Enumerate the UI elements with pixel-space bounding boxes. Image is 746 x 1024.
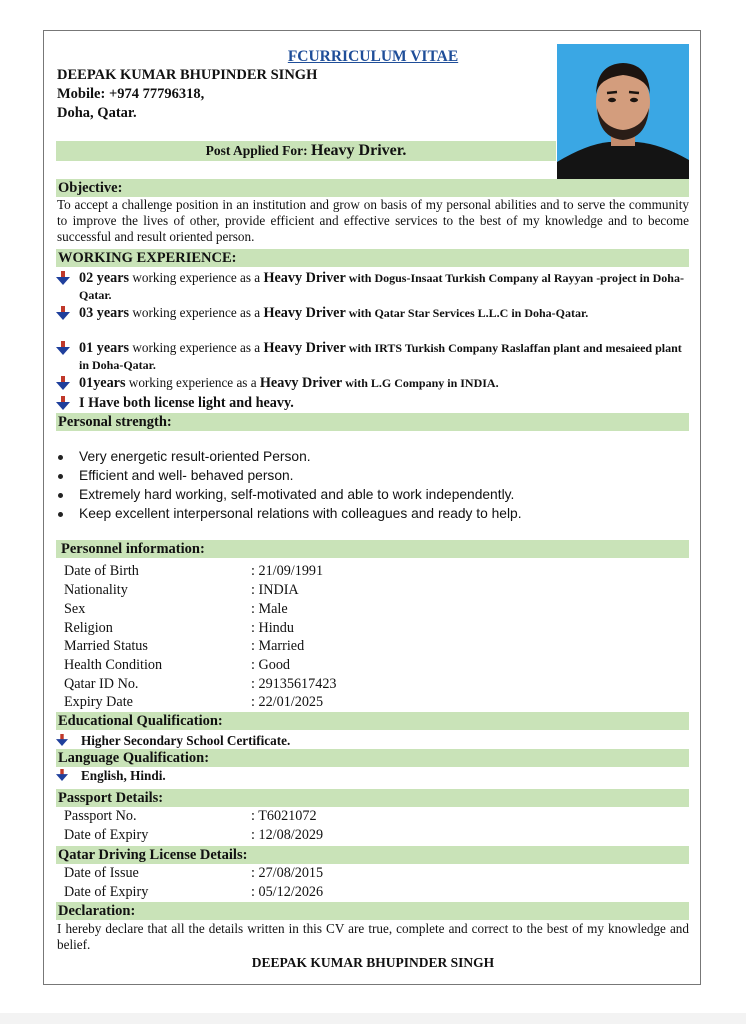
objective-text: To accept a challenge position in an institution and grow on basis of my personal abilities and to serve the community to improve the lives of other, provide efficient and effective services to the best of my knowledge and to become successful and result oriented person. [57,197,689,244]
field-label: Nationality [64,582,128,598]
experience-role: Heavy Driver [263,305,346,321]
mobile-number: Mobile: +974 77796318, [57,86,205,102]
license-note-item [56,395,689,412]
driving-license-heading-text: Qatar Driving License Details: [58,847,248,863]
signature-name: DEEPAK KUMAR BHUPINDER SINGH [251,955,495,970]
declaration-heading-text: Declaration: [58,903,136,919]
strength-item [56,467,689,484]
document-title: FCURRICULUM VITAE [287,48,459,65]
down-arrow-icon [56,769,68,781]
declaration-text: I hereby declare that all the details written in this CV are true, complete and correct to the best of my knowledge and belief. [57,921,689,952]
personal-heading [56,540,689,558]
strength-item [56,448,689,465]
experience-years: 02 years [79,270,130,286]
location: Doha, Qatar. [57,105,137,121]
personal-heading-text: Personnel information: [61,541,205,557]
language-text: English, Hindi. [81,768,166,783]
post-applied-bar [56,141,556,161]
field-label: Sex [64,601,86,617]
language-heading [56,749,689,767]
experience-role: Heavy Driver [259,375,343,391]
field-label: Qatar ID No. [64,676,139,692]
field-value: : Good [251,657,291,673]
objective-heading [56,179,689,197]
field-value: : Married [251,638,305,654]
strength-text: Efficient and well- behaved person. [79,468,294,483]
down-arrow-icon [56,734,68,746]
experience-years: 01years [79,375,126,391]
down-arrow-icon [56,376,70,390]
field-label: Religion [64,620,113,636]
declaration-heading [56,902,689,920]
field-label: Date of Expiry [64,884,149,900]
bullet-dot [58,474,63,479]
field-value: : 29135617423 [251,676,337,692]
language-item [56,768,166,783]
education-item [56,733,290,748]
profile-photo-image [557,44,689,196]
experience-company: with IRTS Turkish Company Raslaffan plant and mesaieed plant in Doha-Qatar. [79,341,682,372]
experience-item [56,375,689,392]
field-label: Passport No. [64,808,137,824]
candidate-name: DEEPAK KUMAR BHUPINDER SINGH [57,67,318,83]
field-value: : Hindu [251,620,294,636]
experience-heading-text: WORKING EXPERIENCE: [58,250,237,266]
experience-item [56,305,689,322]
down-arrow-icon [56,396,70,410]
down-arrow-icon [56,306,70,320]
post-applied-value: Heavy Driver. [311,142,407,159]
strength-item [56,505,689,522]
experience-company: with Dogus-Insaat Turkish Company al Rayyan -project in Doha-Qatar. [79,271,684,302]
bullet-dot [58,493,63,498]
experience-item [56,340,689,373]
language-heading-text: Language Qualification: [58,750,210,766]
field-value: : 27/08/2015 [251,865,324,881]
passport-heading [56,789,689,807]
strength-item [56,486,689,503]
experience-item [56,270,689,303]
field-value: : 21/09/1991 [251,563,324,579]
down-arrow-icon [56,271,70,285]
cv-page [43,30,701,985]
strength-text: Very energetic result-oriented Person. [79,449,311,464]
experience-desc: working experience as a [129,340,264,355]
experience-years: 01 years [79,340,130,356]
field-label: Expiry Date [64,694,133,710]
field-value: : 05/12/2026 [251,884,324,900]
objective-heading-text: Objective: [58,180,123,196]
experience-role: Heavy Driver [263,270,346,286]
field-value: : 22/01/2025 [251,694,324,710]
experience-desc: working experience as a [129,270,264,285]
bullet-dot [58,512,63,517]
strength-heading-text: Personal strength: [58,414,172,430]
field-value: : Male [251,601,288,617]
field-label: Date of Birth [64,563,139,579]
post-applied-label: Post Applied For: [205,143,308,158]
field-value: : 12/08/2029 [251,827,324,843]
experience-desc: working experience as a [129,305,264,320]
experience-years: 03 years [79,305,130,321]
strength-text: Extremely hard working, self-motivated and able to work independently. [79,487,515,502]
bullet-dot [58,455,63,460]
field-label: Married Status [64,638,148,654]
background-strip [0,1013,746,1024]
passport-heading-text: Passport Details: [58,790,164,806]
strength-text: Keep excellent interpersonal relations with colleagues and ready to help. [79,506,522,521]
field-value: : INDIA [251,582,299,598]
field-value: : T6021072 [251,808,317,824]
strength-heading [56,413,689,431]
education-heading [56,712,689,730]
field-label: Date of Expiry [64,827,149,843]
field-label: Date of Issue [64,865,139,881]
profile-photo [557,44,689,196]
experience-desc: working experience as a [125,375,260,390]
field-label: Health Condition [64,657,163,673]
education-text: Higher Secondary School Certificate. [81,733,291,748]
experience-company: with L.G Company in INDIA. [342,376,499,390]
experience-heading [56,249,689,267]
license-note: I Have both license light and heavy. [79,395,294,411]
experience-role: Heavy Driver [263,340,346,356]
driving-license-heading [56,846,689,864]
down-arrow-icon [56,341,70,355]
education-heading-text: Educational Qualification: [58,713,223,729]
experience-company: with Qatar Star Services L.L.C in Doha-Qatar. [345,306,589,320]
